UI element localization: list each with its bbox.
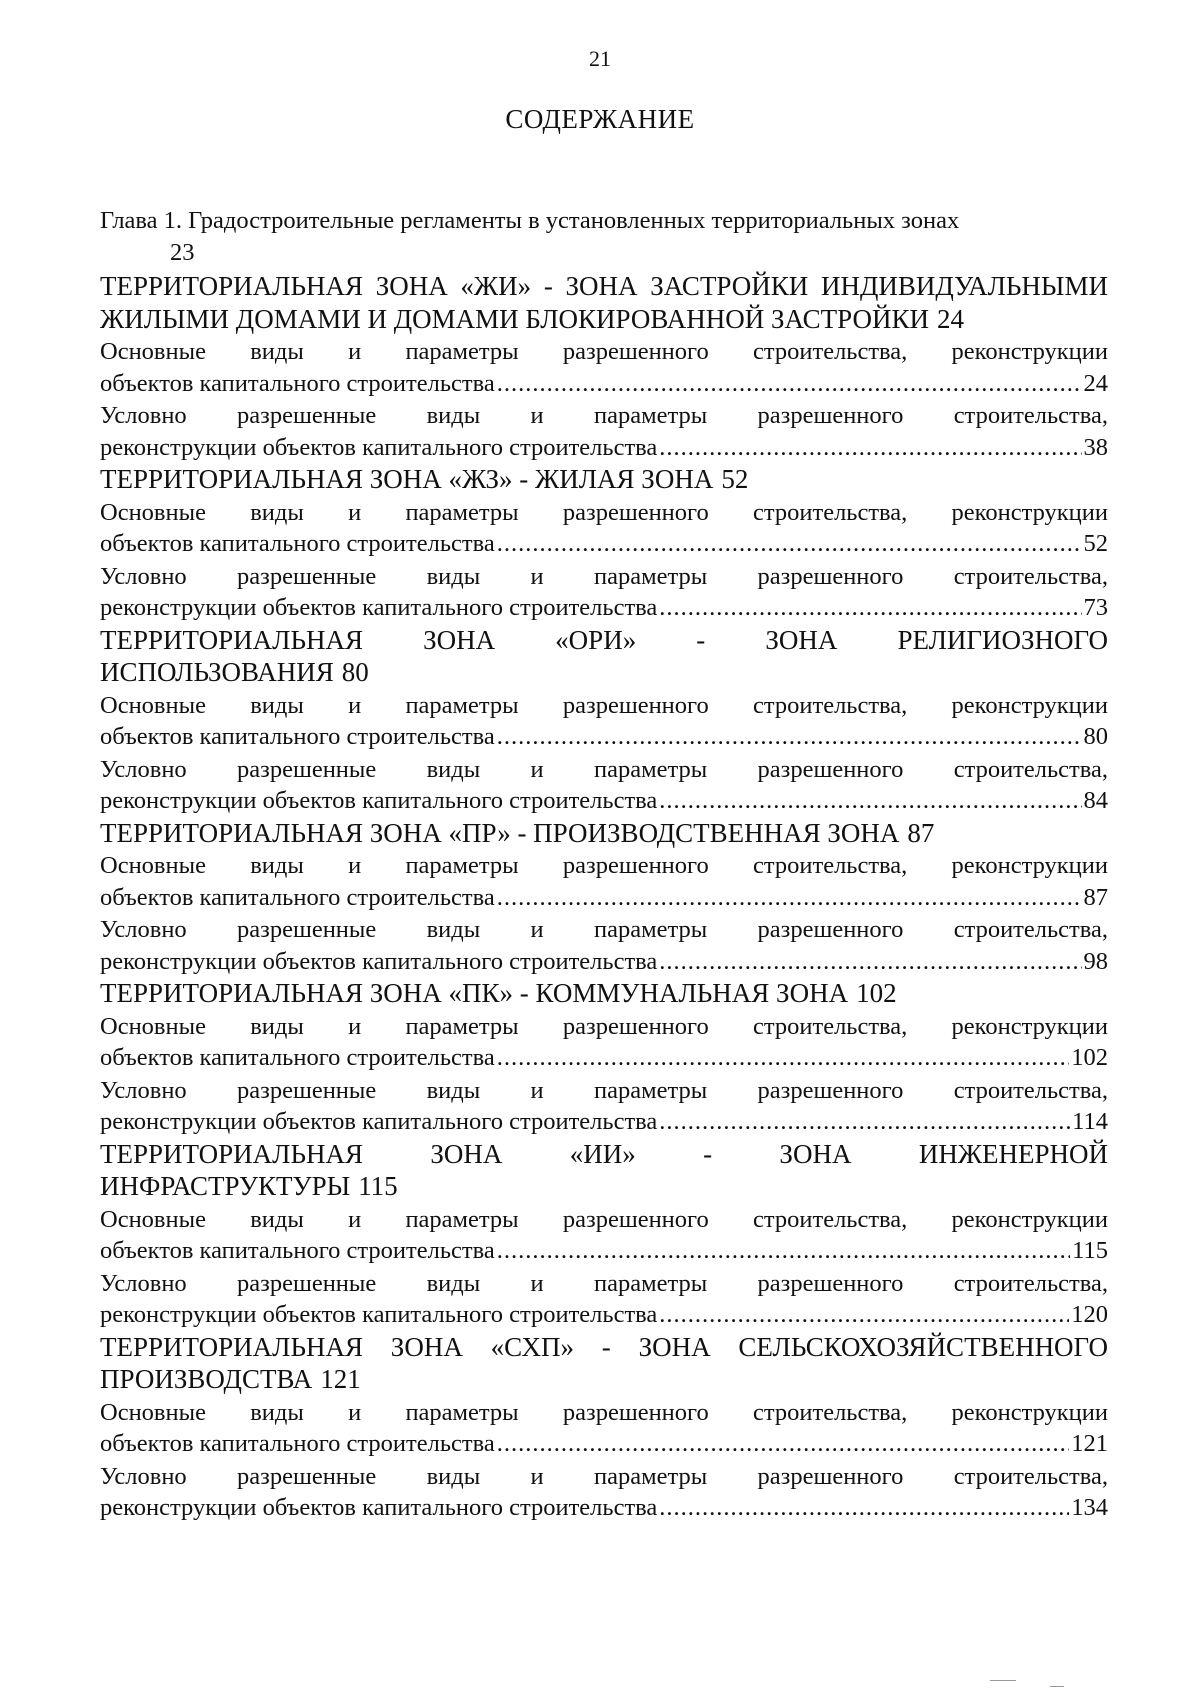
toc-entry-text-line2: реконструкции объектов капитального строительства — [100, 1301, 658, 1328]
toc-entry-page: 134 — [1071, 1494, 1108, 1521]
toc-zone-title: ТЕРРИТОРИАЛЬНАЯ ЗОНА «ПК» - КОММУНАЛЬНАЯ ЗОНА — [100, 978, 849, 1008]
toc-entry[interactable] — [100, 914, 1108, 977]
toc-entry-text-line1: Основные виды и параметры разрешенного строительства, реконструкции — [100, 338, 1108, 365]
toc-entry-text-line2: объектов капитального строительства — [100, 723, 495, 750]
toc-entry[interactable] — [100, 1461, 1108, 1524]
toc-zone-heading[interactable] — [100, 270, 1108, 335]
toc-entry-text-line2: реконструкции объектов капитального строительства — [100, 1108, 658, 1135]
toc-leader-dots — [497, 882, 1082, 914]
toc-entry-text-line1: Условно разрешенные виды и параметры разрешенного строительства, — [100, 916, 1108, 943]
toc-leader-dots — [659, 785, 1081, 817]
toc-zone-page: 87 — [907, 817, 935, 848]
toc-leader-dots — [659, 1299, 1069, 1331]
toc-zone-page: 121 — [320, 1364, 361, 1394]
toc-entry[interactable] — [100, 754, 1108, 817]
toc-chapter-page: 23 — [170, 238, 195, 266]
toc-leader-dots — [659, 946, 1081, 978]
toc-entry-text-line2: реконструкции объектов капитального строительства — [100, 787, 658, 814]
toc-entry-page: 121 — [1071, 1430, 1108, 1457]
toc-leader-dots — [659, 1492, 1069, 1524]
toc-entry-page: 87 — [1083, 883, 1108, 911]
toc-entry[interactable] — [100, 497, 1108, 560]
toc-entry-page: 98 — [1083, 947, 1108, 975]
toc-entry-page: 38 — [1083, 433, 1108, 461]
toc-entry-text-line2: объектов капитального строительства — [100, 369, 495, 397]
toc-leader-dots — [659, 1106, 1070, 1138]
toc-entry-text-line1: Условно разрешенные виды и параметры разрешенного строительства, — [100, 562, 1108, 590]
toc-entry-text-line2: реконструкции объектов капитального строительства — [100, 594, 658, 621]
toc-zone-title: ТЕРРИТОРИАЛЬНАЯ ЗОНА «ИИ» - ЗОНА ИНЖЕНЕРНОЙ ИНФРАСТРУКТУРЫ — [100, 1138, 1108, 1201]
toc-entry-page: 52 — [1083, 530, 1108, 557]
toc-entry-page: 80 — [1083, 723, 1108, 750]
toc-entry-text-line2: объектов капитального строительства — [100, 883, 495, 911]
toc-zone-page: 102 — [856, 978, 897, 1008]
toc-leader-dots — [497, 1428, 1070, 1460]
toc-entry-text-line2: объектов капитального строительства — [100, 1237, 495, 1264]
toc-zone-page: 24 — [936, 303, 964, 334]
toc-entry-text-line1: Условно разрешенные виды и параметры разрешенного строительства, — [100, 1462, 1108, 1490]
toc-leader-dots — [497, 721, 1082, 753]
page-number: 21 — [589, 46, 611, 71]
toc-entry-text-line1: Основные виды и параметры разрешенного строительства, реконструкции — [100, 498, 1108, 526]
table-of-contents — [100, 205, 1108, 1524]
toc-entry-page: 102 — [1071, 1044, 1108, 1071]
toc-entry-text-line1: Основные виды и параметры разрешенного строительства, реконструкции — [100, 1012, 1108, 1040]
document-title: СОДЕРЖАНИЕ — [505, 104, 695, 134]
toc-zone-page: 80 — [341, 657, 369, 687]
toc-entry[interactable] — [100, 561, 1108, 624]
toc-zone-page: 115 — [358, 1171, 398, 1201]
toc-entry[interactable] — [100, 1268, 1108, 1331]
toc-entry-text-line2: объектов капитального строительства — [100, 1044, 495, 1071]
toc-entry-text-line1: Условно разрешенные виды и параметры разрешенного строительства, — [100, 1269, 1108, 1297]
toc-entry-text-line1: Основные виды и параметры разрешенного строительства, реконструкции — [100, 852, 1108, 879]
toc-entry[interactable] — [100, 690, 1108, 753]
toc-zone-heading[interactable] — [100, 1138, 1108, 1203]
toc-entry-text-line2: реконструкции объектов капитального строительства — [100, 947, 658, 975]
toc-zone-heading[interactable] — [100, 463, 1108, 496]
toc-entry-page: 120 — [1071, 1301, 1108, 1328]
toc-leader-dots — [497, 528, 1082, 560]
toc-entry-text-line1: Основные виды и параметры разрешенного строительства, реконструкции — [100, 691, 1108, 719]
toc-entry[interactable] — [100, 1075, 1108, 1138]
toc-zone-title: ТЕРРИТОРИАЛЬНАЯ ЗОНА «ЖЗ» - ЖИЛАЯ ЗОНА — [100, 464, 714, 494]
toc-zone-heading[interactable] — [100, 1331, 1108, 1396]
toc-entry[interactable] — [100, 1011, 1108, 1074]
toc-zone-title: ТЕРРИТОРИАЛЬНАЯ ЗОНА «СХП» - ЗОНА СЕЛЬСКОХОЗЯЙСТВЕННОГО ПРОИЗВОДСТВА — [100, 1331, 1108, 1394]
toc-entry-text-line2: реконструкции объектов капитального строительства — [100, 433, 658, 461]
toc-entry[interactable] — [100, 336, 1108, 399]
toc-entry-page: 114 — [1072, 1108, 1108, 1135]
toc-entry-text-line2: реконструкции объектов капитального строительства — [100, 1494, 658, 1521]
toc-leader-dots — [497, 1235, 1070, 1267]
toc-zone-title: ТЕРРИТОРИАЛЬНАЯ ЗОНА «ОРИ» - ЗОНА РЕЛИГИОЗНОГО ИСПОЛЬЗОВАНИЯ — [100, 624, 1108, 687]
toc-entry-text-line2: объектов капитального строительства — [100, 530, 495, 557]
toc-zone-heading[interactable] — [100, 624, 1108, 689]
toc-entry[interactable] — [100, 1204, 1108, 1267]
toc-zone-title: ТЕРРИТОРИАЛЬНАЯ ЗОНА «ПР» - ПРОИЗВОДСТВЕННАЯ ЗОНА — [100, 817, 900, 848]
toc-entry[interactable] — [100, 850, 1108, 913]
toc-entry-text-line1: Условно разрешенные виды и параметры разрешенного строительства, — [100, 755, 1108, 783]
toc-entry-text-line1: Основные виды и параметры разрешенного строительства, реконструкции — [100, 1398, 1108, 1426]
toc-entry-page: 73 — [1083, 594, 1108, 621]
toc-leader-dots — [659, 432, 1081, 464]
toc-entry-text-line1: Основные виды и параметры разрешенного строительства, реконструкции — [100, 1205, 1108, 1233]
toc-entry-text-line1: Условно разрешенные виды и параметры разрешенного строительства, — [100, 1076, 1108, 1104]
toc-entry[interactable] — [100, 400, 1108, 463]
toc-zone-heading[interactable] — [100, 977, 1108, 1010]
toc-entry-text-line1: Условно разрешенные виды и параметры разрешенного строительства, — [100, 402, 1108, 429]
toc-leader-dots — [659, 592, 1081, 624]
toc-entry-page: 24 — [1083, 369, 1108, 397]
toc-zone-page: 52 — [721, 464, 749, 494]
scan-artifact — [1050, 1686, 1064, 1687]
toc-chapter-title: Глава 1. Градостроительные регламенты в установленных территориальных зонах — [100, 207, 960, 234]
toc-entry[interactable] — [100, 1397, 1108, 1460]
toc-leader-dots — [497, 368, 1082, 400]
toc-entry-page: 84 — [1083, 787, 1108, 814]
toc-leader-dots — [497, 1042, 1070, 1074]
toc-zone-heading[interactable] — [100, 817, 1108, 850]
toc-chapter[interactable] — [100, 205, 1108, 268]
toc-entry-page: 115 — [1072, 1237, 1108, 1264]
scan-artifact — [990, 1680, 1016, 1681]
toc-entry-text-line2: объектов капитального строительства — [100, 1430, 495, 1457]
toc-zone-title: ТЕРРИТОРИАЛЬНАЯ ЗОНА «ЖИ» - ЗОНА ЗАСТРОЙКИ ИНДИВИДУАЛЬНЫМИ ЖИЛЫМИ ДОМАМИ И ДОМАМИ БЛОКИРОВАННОЙ ЗАСТРОЙКИ — [100, 271, 1108, 334]
